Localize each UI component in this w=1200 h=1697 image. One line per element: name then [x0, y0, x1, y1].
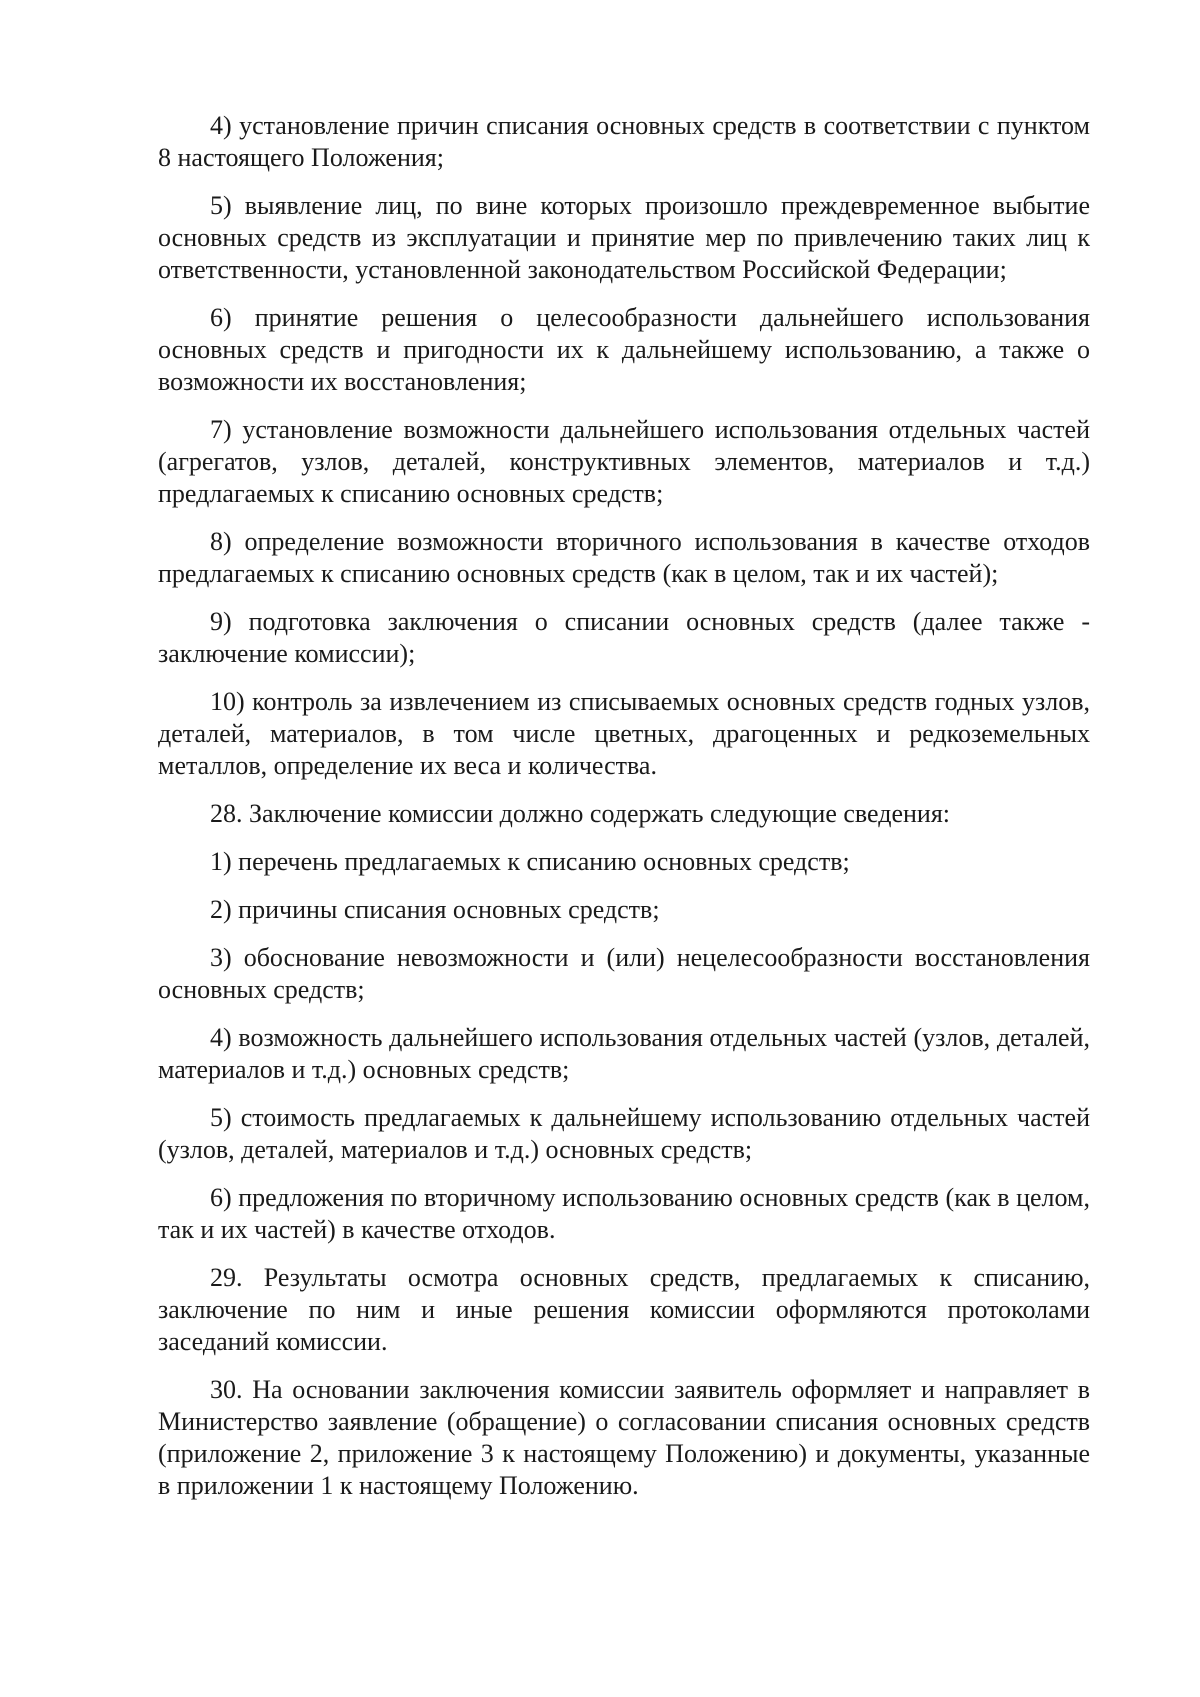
paragraph-28-item-6: 6) предложения по вторичному использованию основных средств (как в целом, так и их частей) в качестве отходов.: [158, 1183, 1090, 1244]
paragraph-item-7-parts-use: 7) установление возможности дальнейшего использования отдельных частей (агрегатов, узлов, деталей, конструктивных элементов, материалов и т.д.) предлагаемых к списанию основных средств;: [158, 415, 1090, 508]
paragraph-section-30: 30. На основании заключения комиссии заявитель оформляет и направляет в Министерство заявление (обращение) о согласовании списания основных средств (приложение 2, приложение 3 к настоящему Положению) и документы, указанные в приложении 1 к настоящему Положению.: [158, 1375, 1090, 1500]
paragraph-item-8-secondary-use: 8) определение возможности вторичного использования в качестве отходов предлагаемых к списанию основных средств (как в целом, так и их частей);: [158, 527, 1090, 588]
paragraph-28-item-2: 2) причины списания основных средств;: [210, 895, 660, 924]
paragraph-28-item-4: 4) возможность дальнейшего использования отдельных частей (узлов, деталей, материалов и т.д.) основных средств;: [158, 1023, 1090, 1084]
paragraph-28-item-3: 3) обоснование невозможности и (или) нецелесообразности восстановления основных средств;: [158, 943, 1090, 1004]
paragraph-item-9-conclusion: 9) подготовка заключения о списании основных средств (далее также - заключение комиссии);: [158, 607, 1090, 668]
paragraph-28-item-1: 1) перечень предлагаемых к списанию основных средств;: [210, 847, 850, 876]
paragraph-item-10-control: 10) контроль за извлечением из списываемых основных средств годных узлов, деталей, материалов, в том числе цветных, драгоценных и редкоземельных металлов, определение их веса и количества.: [158, 687, 1090, 780]
paragraph-item-4-reasons: 4) установление причин списания основных средств в соответствии с пунктом 8 настоящего Положения;: [158, 111, 1090, 172]
paragraph-section-28: 28. Заключение комиссии должно содержать следующие сведения:: [210, 799, 951, 828]
paragraph-section-29: 29. Результаты осмотра основных средств, предлагаемых к списанию, заключение по ним и иные решения комиссии оформляются протоколами заседаний комиссии.: [158, 1263, 1090, 1356]
paragraph-item-6-decision: 6) принятие решения о целесообразности дальнейшего использования основных средств и пригодности их к дальнейшему использованию, а также о возможности их восстановления;: [158, 303, 1090, 396]
paragraph-item-5-responsible-persons: 5) выявление лиц, по вине которых произошло преждевременное выбытие основных средств из эксплуатации и принятие мер по привлечению таких лиц к ответственности, установленной законодательством Российской Федерации;: [158, 191, 1090, 284]
paragraph-28-item-5: 5) стоимость предлагаемых к дальнейшему использованию отдельных частей (узлов, деталей, материалов и т.д.) основных средств;: [158, 1103, 1090, 1164]
